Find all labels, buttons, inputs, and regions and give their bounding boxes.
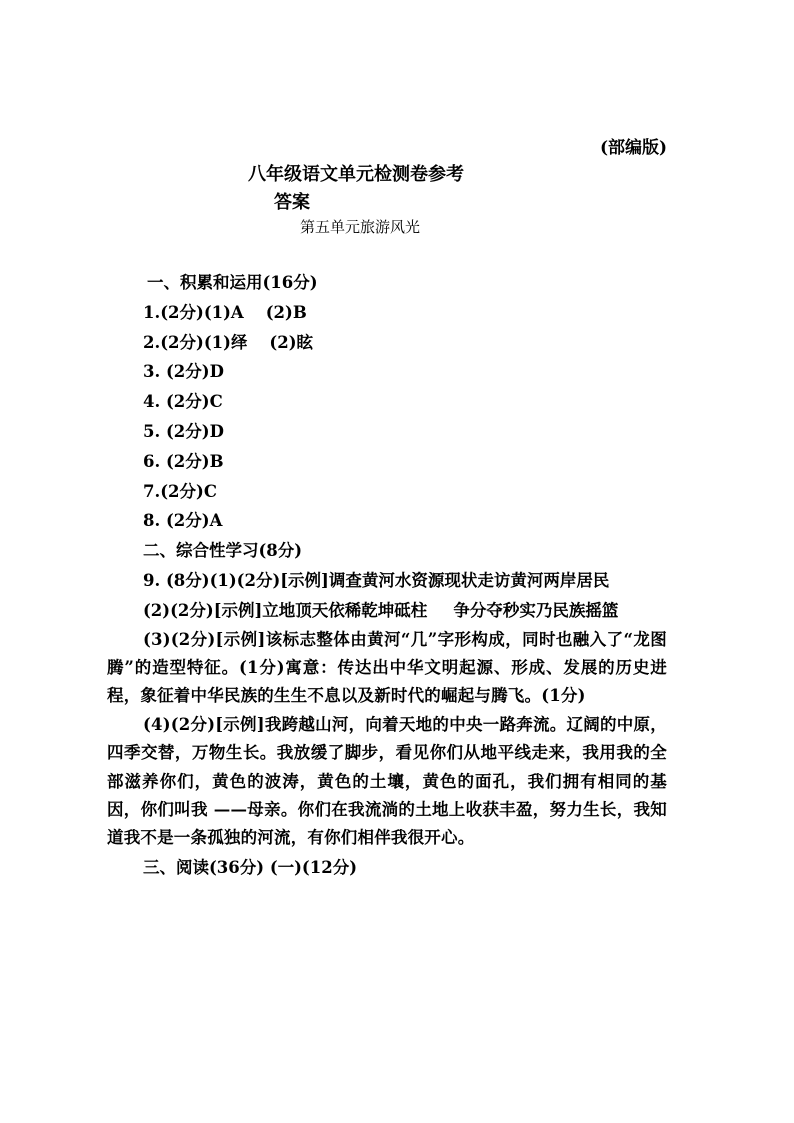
- answer-q9-part2-couplet2: 争分夺秒实乃民族摇篮: [453, 600, 619, 620]
- answer-q9-part1: 9. (8分)(1)(2分)[示例]调查黄河水资源现状走访黄河两岸居民: [143, 570, 610, 590]
- answer-q4: 4. (2分)C: [143, 392, 223, 412]
- answer-q1: [107, 298, 667, 328]
- answer-q1-part1: 1.(2分)(1)A: [143, 302, 244, 322]
- answer-q9-part2: [107, 596, 667, 626]
- document-title-continued: 答案: [274, 192, 310, 213]
- answer-q2: [107, 328, 667, 358]
- answer-q8: 8. (2分)A: [143, 511, 223, 531]
- answer-q2-part1: 2.(2分)(1)绎: [143, 332, 248, 352]
- answer-body: [107, 268, 667, 883]
- document-title: 八年级语文单元检测卷参考: [248, 164, 464, 185]
- answer-q5: 5. (2分)D: [143, 421, 224, 441]
- answer-q3: 3. (2分)D: [143, 362, 224, 382]
- section-heading-3: 三、阅读(36分) (一)(12分): [143, 858, 358, 878]
- answer-q6: 6. (2分)B: [143, 451, 224, 471]
- edition-label: (部编版): [600, 138, 668, 158]
- answer-q9-part3: (3)(2分)[示例]该标志整体由黄河“几”字形构成，同时也融入了“龙图腾”的造型特征。(1分)寓意：传达出中华文明起源、形成、发展的历史进程，象征着中华民族的生生不息以及新时代的崛起与腾飞。(1分): [107, 629, 667, 705]
- section-heading-1: 一、积累和运用(16分): [147, 273, 318, 292]
- unit-subtitle: 第五单元旅游风光: [300, 218, 421, 236]
- answer-q1-part2: (2)B: [265, 302, 307, 322]
- answer-q9-part4: (4)(2分)[示例]我跨越山河，向着天地的中央一路奔流。辽阔的中原，四季交替，万物生长。我放缓了脚步，看见你们从地平线走来，我用我的全部滋养你们，黄色的波涛，黄色的土壤，黄色的面孔，我们拥有相同的基因，你们叫我 ——母亲。你们在我流淌的土地上收获丰盈，努力生长，我知道我不是一条孤独的河流，有你们相伴我很开心。: [107, 715, 667, 847]
- section-heading-2: 二、综合性学习(8分): [143, 541, 303, 561]
- answer-q2-part2: (2)眩: [269, 332, 314, 352]
- answer-q7: 7.(2分)C: [143, 481, 217, 501]
- answer-q9-part2-couplet1: (2)(2分)[示例]立地顶天依稀乾坤砥柱: [143, 600, 428, 620]
